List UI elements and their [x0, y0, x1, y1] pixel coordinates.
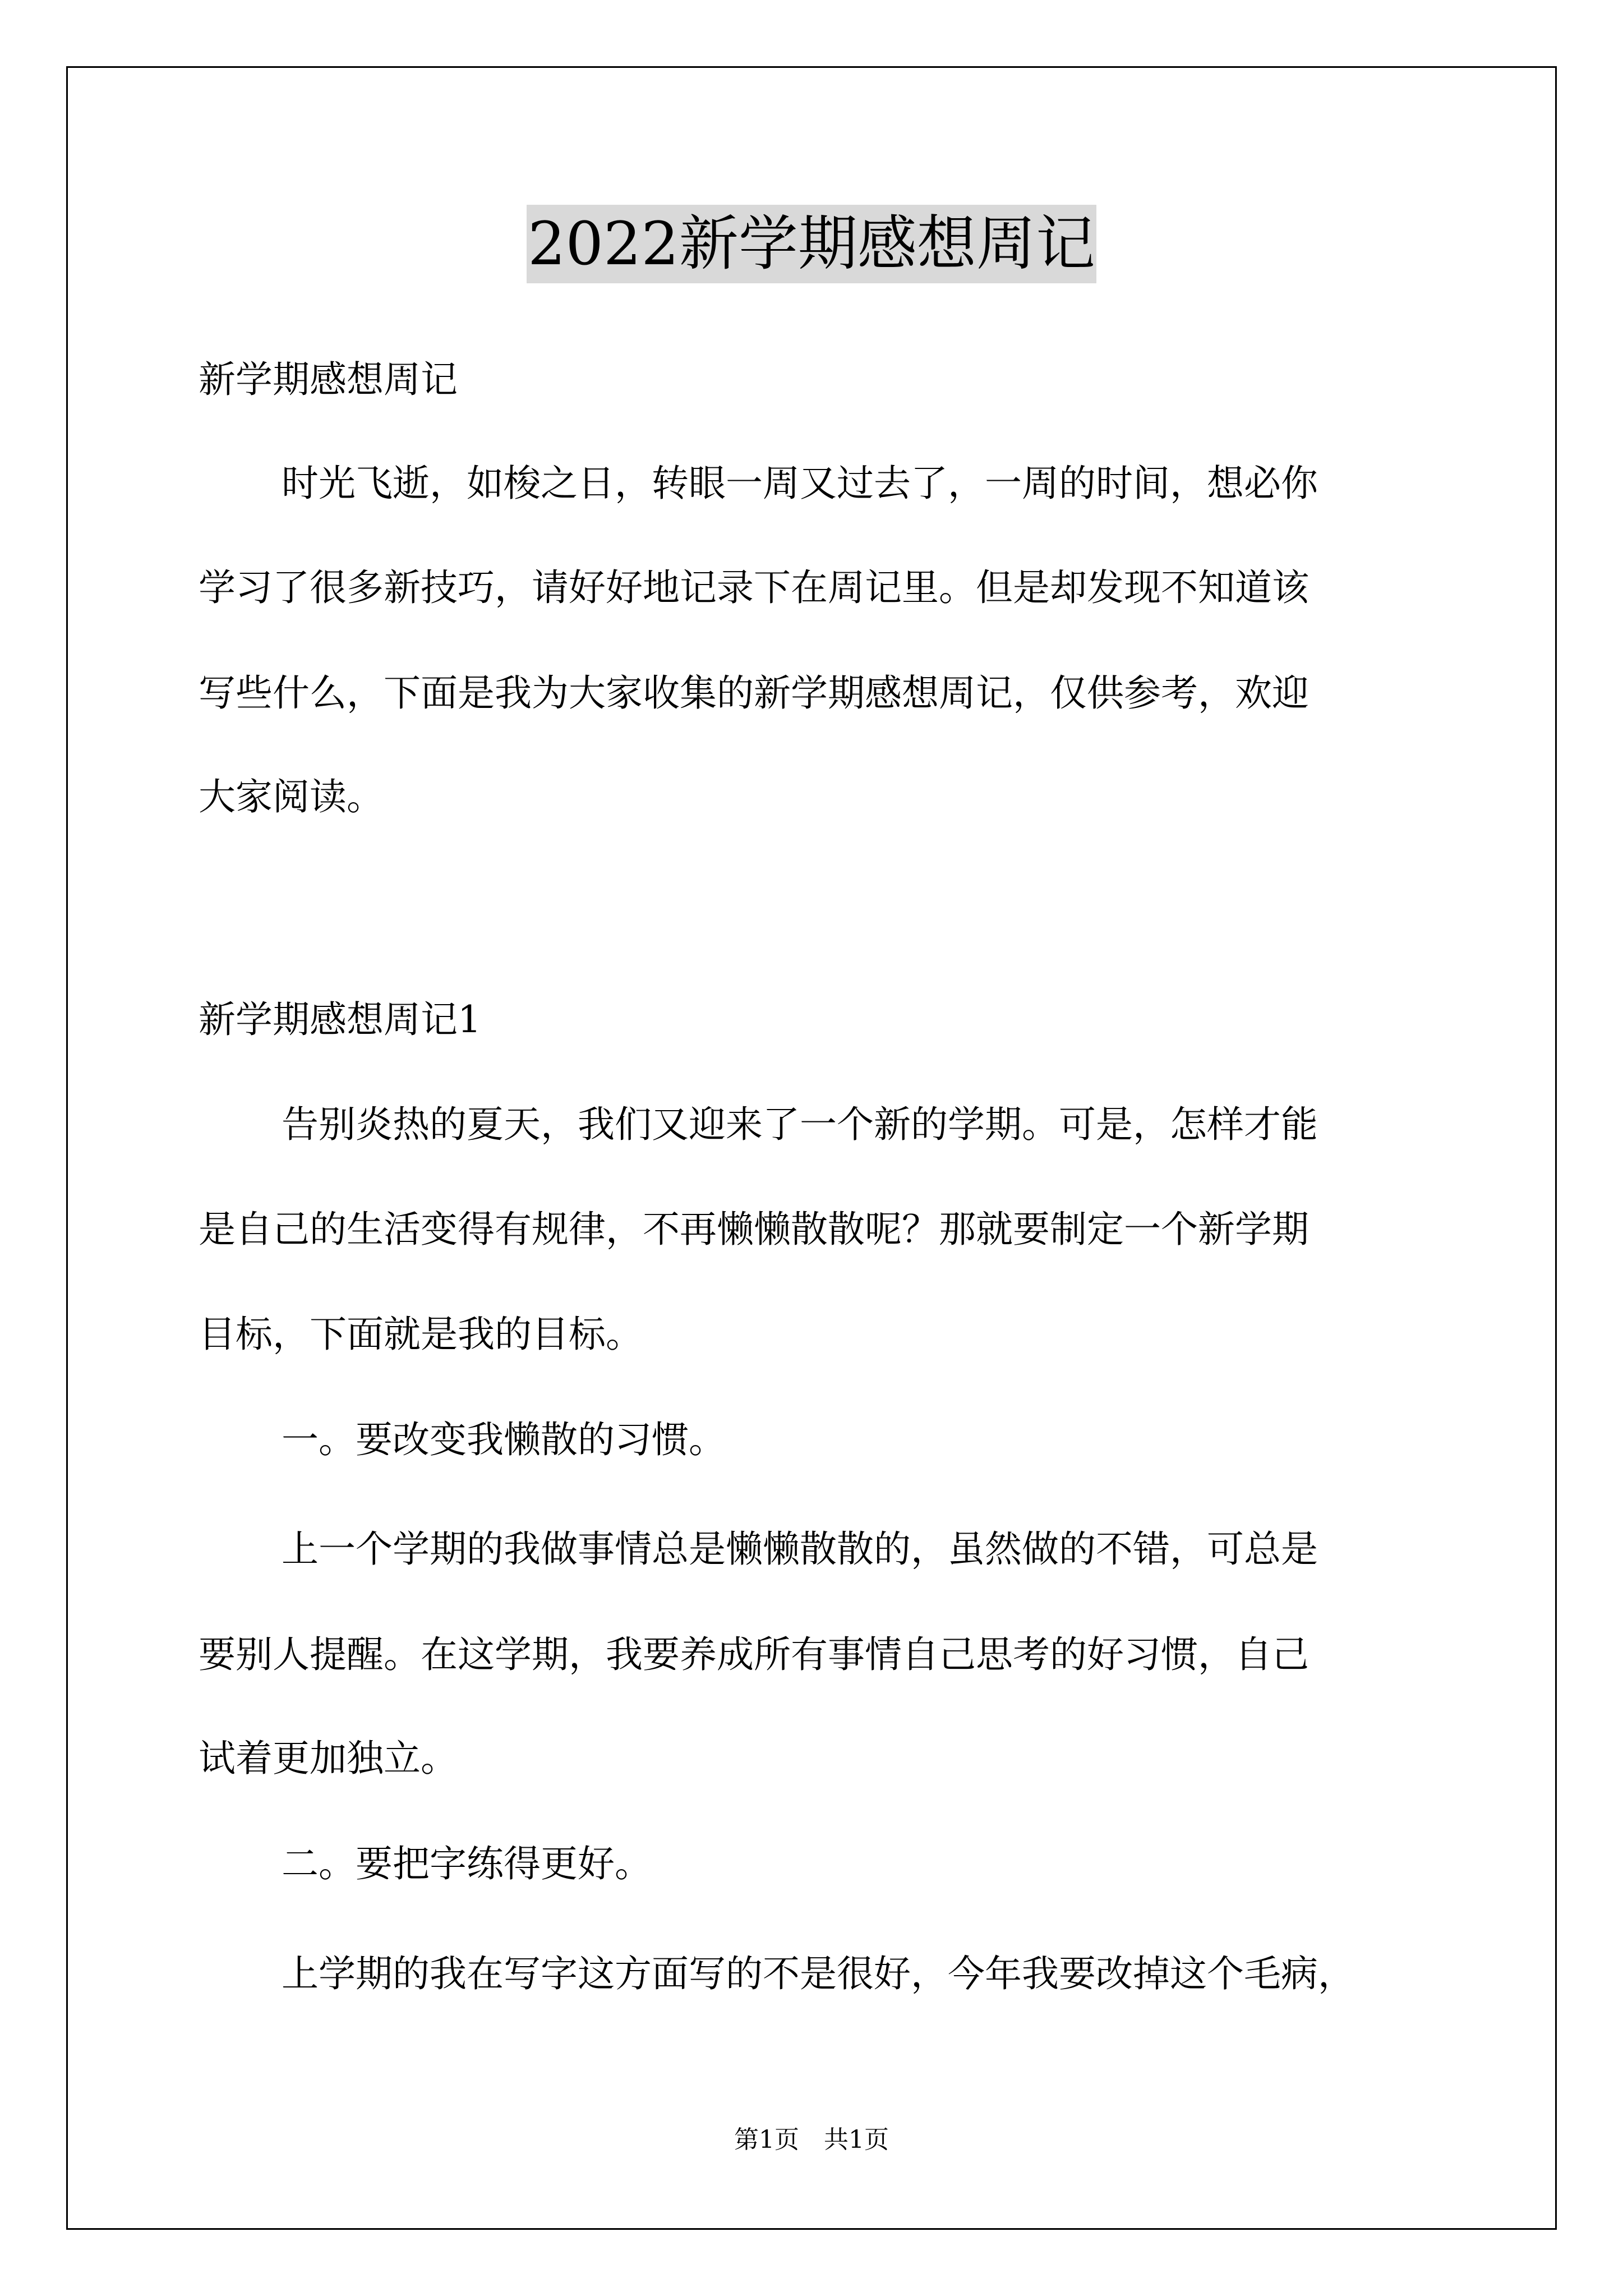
body-line: 告别炎热的夏天，我们又迎来了一个新的学期。可是，怎样才能: [282, 1103, 1318, 1146]
section-heading: 新学期感想周记1: [199, 998, 481, 1041]
body-line: 是自己的生活变得有规律，不再懒懒散散呢？那就要制定一个新学期: [199, 1208, 1309, 1251]
body-line: 要别人提醒。在这学期，我要养成所有事情自己思考的好习惯，自己: [199, 1633, 1309, 1676]
intro-line: 时光飞逝，如梭之日，转眼一周又过去了，一周的时间，想必你: [282, 462, 1318, 505]
body-line: 上一个学期的我做事情总是懒懒散散的，虽然做的不错，可总是: [282, 1527, 1318, 1571]
intro-line: 写些什么，下面是我为大家收集的新学期感想周记，仅供参考，欢迎: [199, 671, 1309, 715]
title-container: [0, 205, 1623, 283]
body-line: 目标，下面就是我的目标。: [199, 1313, 643, 1356]
document-subtitle: 新学期感想周记: [199, 358, 458, 401]
body-line: 试着更加独立。: [199, 1737, 458, 1780]
body-line: 一。要改变我懒散的习惯。: [282, 1418, 726, 1461]
body-line: 上学期的我在写字这方面写的不是很好，今年我要改掉这个毛病，: [282, 1952, 1355, 1995]
document-title: 2022新学期感想周记: [527, 205, 1096, 283]
intro-line: 学习了很多新技巧，请好好地记录下在周记里。但是却发现不知道该: [199, 566, 1309, 609]
page-footer: 第1页 共1页: [734, 2125, 889, 2154]
body-line: 二。要把字练得更好。: [282, 1842, 652, 1885]
intro-line: 大家阅读。: [199, 775, 384, 818]
